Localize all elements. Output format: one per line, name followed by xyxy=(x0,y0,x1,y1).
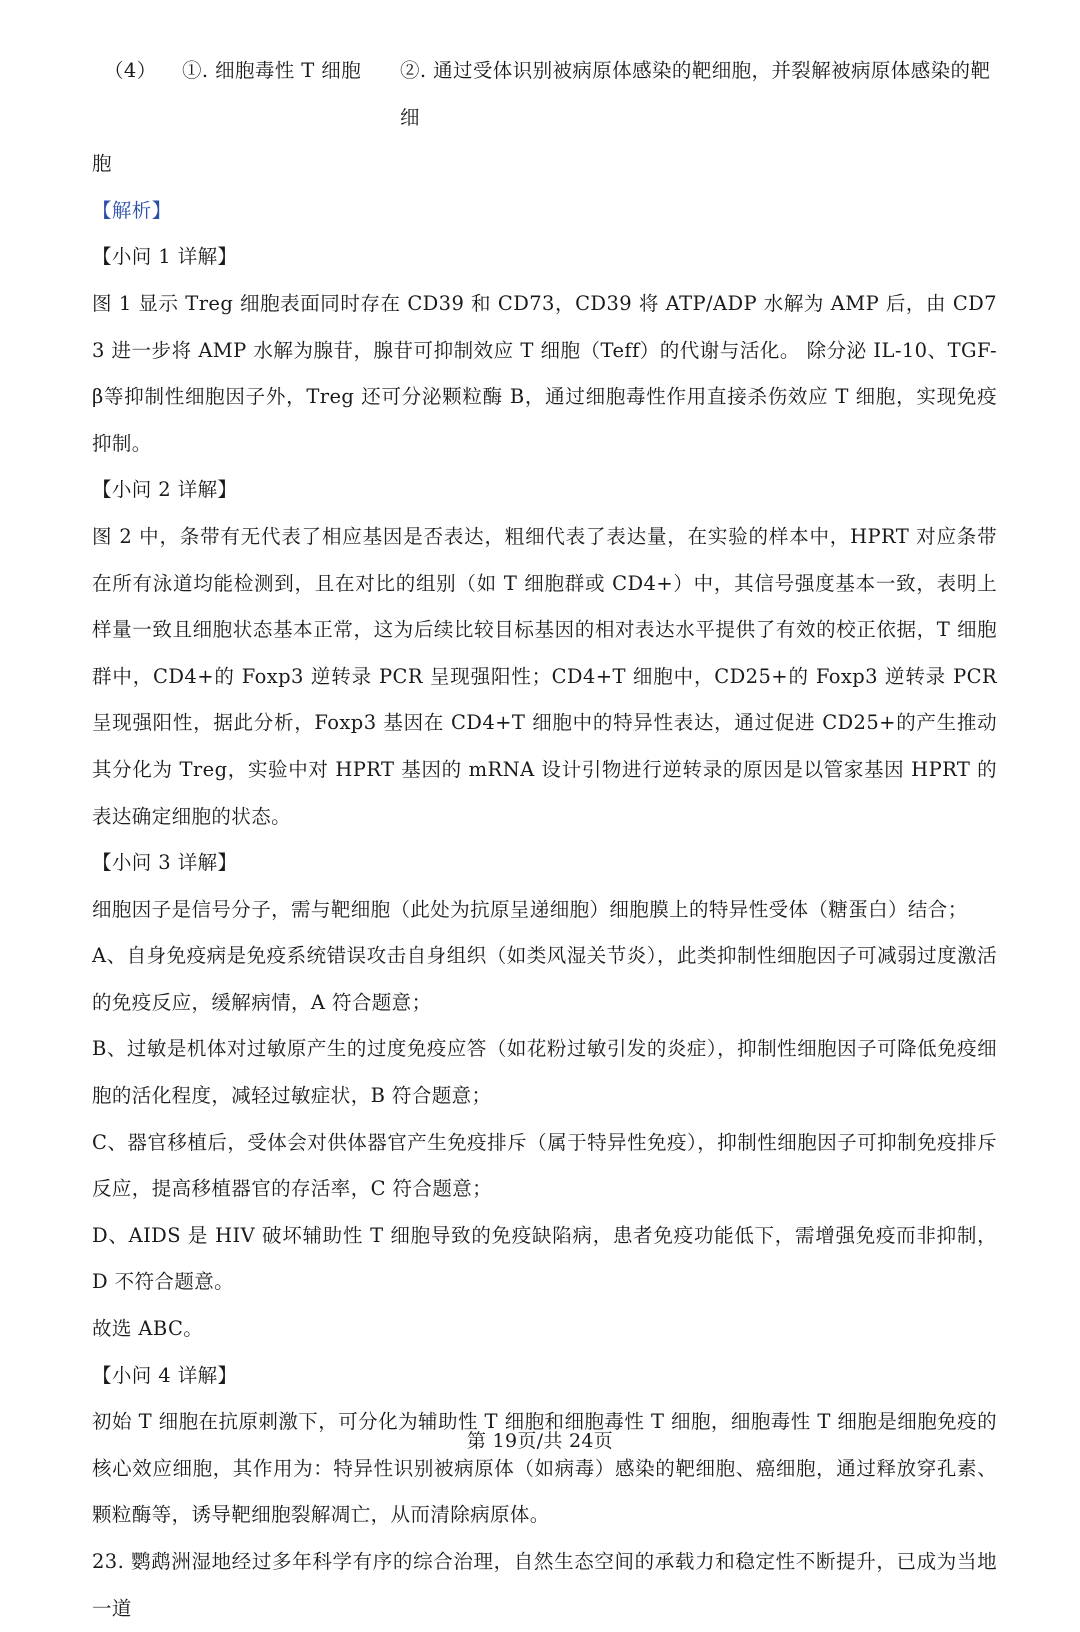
q3-intro: 细胞因子是信号分子，需与靶细胞（此处为抗原呈递细胞）细胞膜上的特异性受体（糖蛋白）结合； xyxy=(92,897,968,921)
answer-4-number: （4） xyxy=(104,59,157,82)
q2-paragraph: 图 2 中，条带有无代表了相应基因是否表达，粗细代表了表达量，在实验的样本中，HPRT 对应条带在所有泳道均能检测到，且在对比的组别（如 T 细胞群或 CD4+）中，其信号强度基本一致，表明上样量一致且细胞状态基本正常，这为后续比较目标基因的相对表达水平提供了有效的校正依据，T 细胞群中，CD4+的 Foxp3 逆转录 PCR 呈现强阳性；CD4+T 细胞中，CD25+的 Foxp3 逆转录 PCR 呈现强阳性，据此分析，Foxp3 基因在 CD4+T 细胞中的特异性表达，通过促进 CD25+的产生推动其分化为 Treg，实验中对 HPRT 基因的 mRNA 设计引物进行逆转录的原因是以管家基因 HPRT 的表达确定细胞的状态。 xyxy=(92,524,997,828)
q3-conclusion: 故选 ABC。 xyxy=(92,1317,204,1341)
analysis-heading: 【解析】 xyxy=(92,198,172,222)
answer-4-part-2: ②. 通过受体识别被病原体感染的靶细胞，并裂解被病原体感染的靶细 xyxy=(400,59,991,129)
q1-paragraph: 图 1 显示 Treg 细胞表面同时存在 CD39 和 CD73，CD39 将 ATP/ADP 水解为 AMP 后，由 CD73 进一步将 AMP 水解为腺苷，腺苷可抑制效应 T 细胞（Teff）的代谢与活化。 除分泌 IL-10、TGF-β等抑制性细胞因子外，Treg 还可分泌颗粒酶 B，通过细胞毒性作用直接杀伤效应 T 细胞，实现免疫抑制。 xyxy=(92,291,997,455)
q3-heading: 【小问 3 详解】 xyxy=(92,851,238,875)
answer-4-continuation: 胞 xyxy=(92,152,112,176)
question-23-text: 23. 鹦鹉洲湿地经过多年科学有序的综合治理，自然生态空间的承载力和稳定性不断提升，已成为当地一道 xyxy=(92,1550,997,1620)
q4-heading: 【小问 4 详解】 xyxy=(92,1363,238,1387)
answer-4-line xyxy=(92,48,997,141)
document-content xyxy=(92,48,997,1632)
q3-option-a: A、自身免疫病是免疫系统错误攻击自身组织（如类风湿关节炎），此类抑制性细胞因子可减弱过度激活的免疫反应，缓解病情，A 符合题意； xyxy=(92,944,997,1014)
page-number-footer: 第 19页/共 24页 xyxy=(466,1430,614,1452)
answer-4-part-1: ①. 细胞毒性 T 细胞 xyxy=(182,59,362,82)
q4-paragraph: 初始 T 细胞在抗原刺激下，可分化为辅助性 T 细胞和细胞毒性 T 细胞，细胞毒性 T 细胞是细胞免疫的核心效应细胞，其作用为：特异性识别被病原体（如病毒）感染的靶细胞、癌细胞，通过释放穿孔素、颗粒酶等，诱导靶细胞裂解凋亡，从而清除病原体。 xyxy=(92,1410,997,1527)
q2-heading: 【小问 2 详解】 xyxy=(92,478,238,502)
q3-option-b: B、过敏是机体对过敏原产生的过度免疫应答（如花粉过敏引发的炎症），抑制性细胞因子可降低免疫细胞的活化程度，减轻过敏症状，B 符合题意； xyxy=(92,1037,997,1108)
q1-heading: 【小问 1 详解】 xyxy=(92,245,238,269)
q3-option-c: C、器官移植后，受体会对供体器官产生免疫排斥（属于特异性免疫），抑制性细胞因子可抑制免疫排斥反应，提高移植器官的存活率，C 符合题意； xyxy=(92,1130,997,1201)
q3-option-d: D、AIDS 是 HIV 破坏辅助性 T 细胞导致的免疫缺陷病，患者免疫功能低下，需增强免疫而非抑制，D 不符合题意。 xyxy=(92,1223,997,1294)
